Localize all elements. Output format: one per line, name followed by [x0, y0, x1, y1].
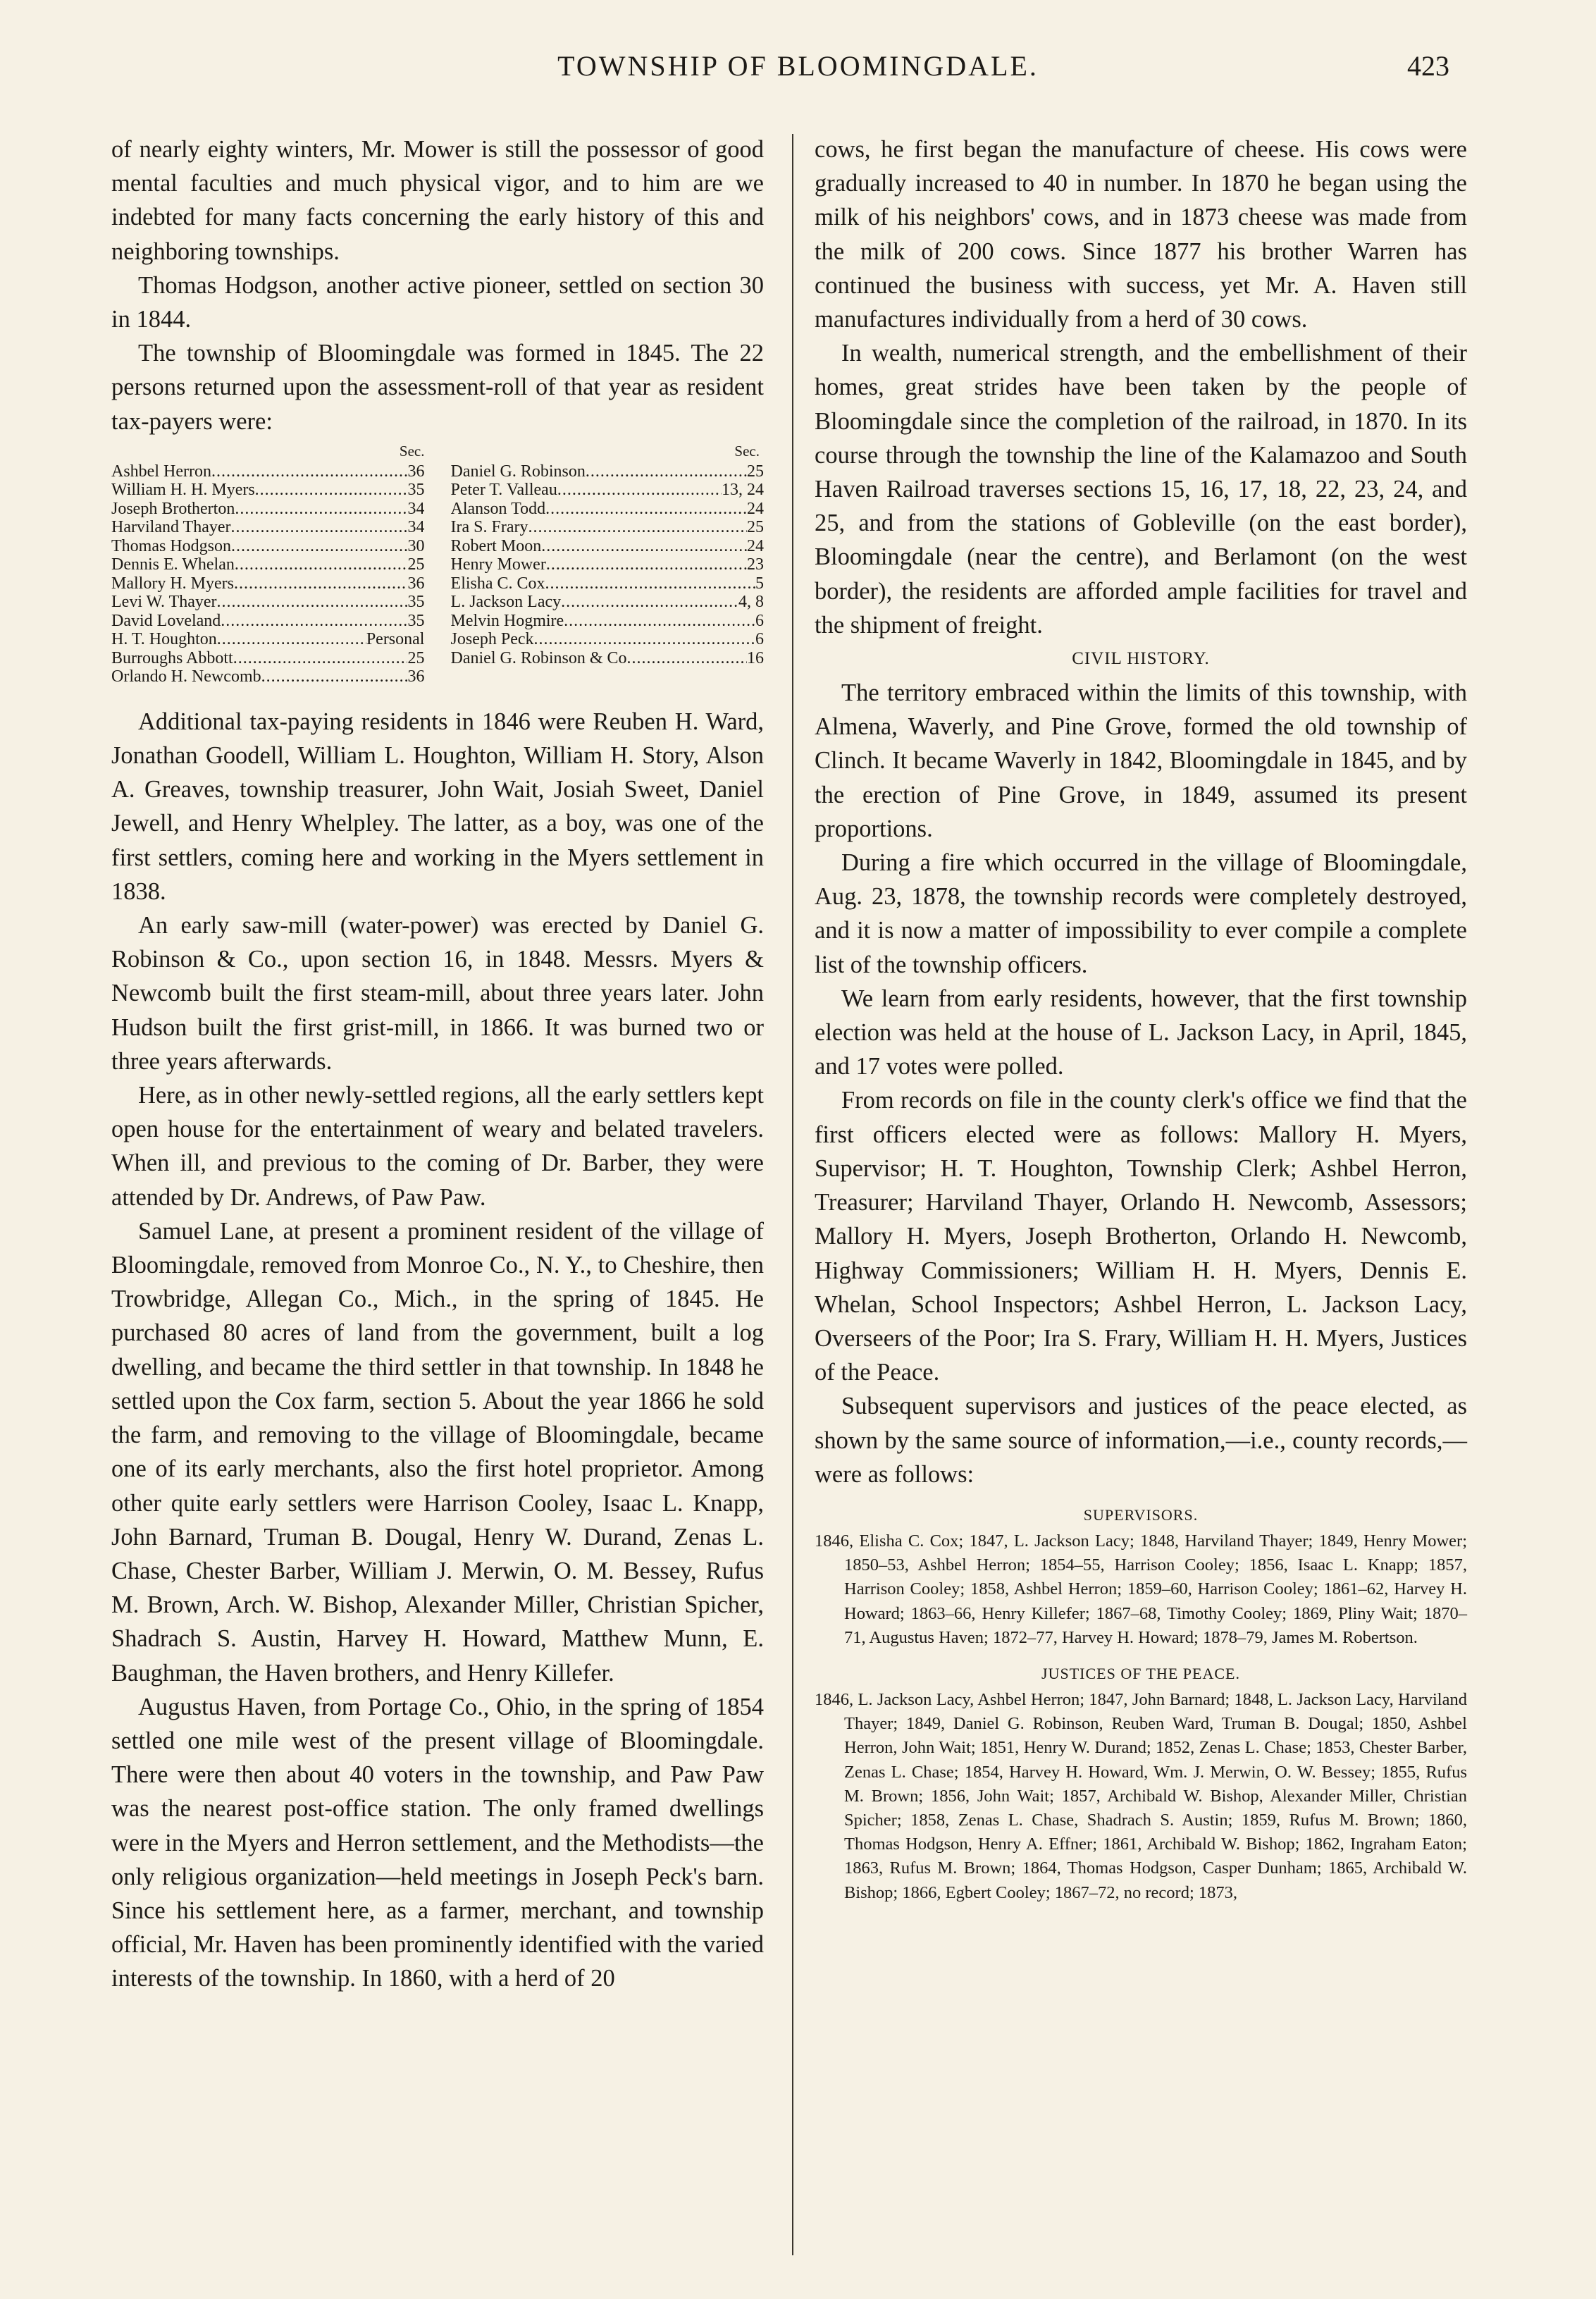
- paragraph: Thomas Hodgson, another active pioneer, settled on section 30 in 1844.: [111, 271, 764, 333]
- tax-name: Peter T. Valleau: [450, 481, 557, 500]
- tax-section: 30: [407, 536, 425, 555]
- tax-row: [451, 462, 764, 481]
- tax-list-right: [451, 462, 764, 686]
- tax-row: [111, 612, 424, 631]
- leader-dots: [627, 649, 747, 668]
- tax-payers-table: [111, 462, 764, 686]
- tax-section: 5: [755, 574, 764, 593]
- justices-list: 1846, L. Jackson Lacy, Ashbel Herron; 1847, John Barnard; 1848, L. Jackson Lacy, Harviland Thayer; 1849, Daniel G. Robinson, Reuben Ward, Truman B. Dougal; 1850, Ashbel Herron, John Wait; 1851, Henry W. Durand; 1852, Zenas L. Chase; 1853, Chester Barber, Zenas L. Chase; 1854, Harvey H. Howard, Wm. J. Merwin, O. W. Bessey; 1855, Rufus M. Brown; 1856, John Wait; 1857, Archibald W. Bishop, Alexander Miller, Christian Spicher; 1858, Zenas L. Chase, Shadrach S. Austin; 1859, Rufus M. Brown; 1860, Thomas Hodgson, Henry A. Effner; 1861, Archibald W. Bishop; 1862, Ingraham Eaton; 1863, Rufus M. Brown; 1864, Thomas Hodgson, Casper Dunham; 1865, Archibald W. Bishop; 1866, Egbert Cooley; 1867–72, no record; 1873,: [815, 1689, 1467, 1902]
- tax-name: Joseph Peck: [450, 630, 534, 649]
- tax-section: 24: [747, 536, 764, 555]
- running-title: TOWNSHIP OF BLOOMINGDALE.: [557, 50, 1039, 82]
- tax-section: 25: [747, 462, 764, 481]
- sec-column-label: Sec.: [734, 442, 760, 460]
- tax-row: [451, 518, 764, 537]
- tax-row: [451, 481, 764, 500]
- tax-name: Joseph Brotherton: [111, 499, 235, 518]
- leader-dots: [534, 630, 755, 649]
- tax-row: [451, 649, 764, 668]
- leader-dots: [541, 537, 747, 556]
- tax-name: H. T. Houghton: [111, 630, 217, 649]
- tax-name: Henry Mower: [450, 555, 546, 574]
- tax-section: 4, 8: [738, 593, 764, 612]
- tax-row: [111, 574, 424, 593]
- tax-name: Daniel G. Robinson: [450, 462, 586, 481]
- paragraph: Here, as in other newly-settled regions, all the early settlers kept open house for the entertainment of weary and belated travelers. When ill, and previous to the coming of Dr. Barber, they were attended by Dr. Andrews, of Paw Paw.: [111, 1082, 764, 1211]
- tax-row: [111, 481, 424, 500]
- tax-name: Ashbel Herron: [111, 462, 211, 481]
- tax-row: [451, 574, 764, 593]
- leader-dots: [221, 612, 407, 631]
- tax-name: Mallory H. Myers: [111, 574, 234, 593]
- tax-name: L. Jackson Lacy: [450, 593, 562, 612]
- paragraph: Augustus Haven, from Portage Co., Ohio, in the spring of 1854 settled one mile west of the present village of Bloomingdale. There were then about 40 voters in the township, and Paw Paw was the nearest post-office station. The only framed dwellings were in the Myers and Herron settlement, and the Methodists—the only religious organization—held meetings in Joseph Peck's barn. Since his settlement here, as a farmer, merchant, and township official, Mr. Haven has been prominently identified with the varied interests of the township. In 1860, with a herd of 20: [111, 1693, 764, 1992]
- tax-row: [111, 500, 424, 519]
- tax-section: 34: [407, 499, 425, 518]
- tax-table-header: [111, 443, 764, 460]
- paragraph: cows, he first began the manufacture of cheese. His cows were gradually increased to 40 in number. In 1870 he began using the milk of his neighbors' cows, and in 1873 cheese was made from the milk of 200 cows. Since 1877 his brother Warren has continued the business with success, yet Mr. A. Haven still manufactures individually from a herd of 30 cows.: [815, 136, 1467, 333]
- tax-section: 23: [747, 555, 764, 574]
- tax-section: 6: [755, 630, 764, 649]
- tax-section: 13, 24: [722, 481, 764, 500]
- tax-name: Elisha C. Cox: [450, 574, 545, 593]
- leader-dots: [255, 481, 408, 500]
- tax-section: 25: [407, 555, 425, 574]
- tax-section: 36: [407, 574, 425, 593]
- section-heading: CIVIL HISTORY.: [1072, 649, 1210, 669]
- leader-dots: [211, 462, 408, 481]
- tax-section: 36: [407, 462, 425, 481]
- leader-dots: [528, 518, 748, 537]
- paragraph: An early saw-mill (water-power) was erected by Daniel G. Robinson & Co., upon section 16, in 1848. Messrs. Myers & Newcomb built the first steam-mill, about three years later. John Hudson built the first grist-mill, in 1866. It was burned two or three years afterwards.: [111, 912, 764, 1075]
- paragraph: From records on file in the county clerk's office we find that the first officers elected were as follows: Mallory H. Myers, Supervisor; H. T. Houghton, Township Clerk; Ashbel Herron, Treasurer; Harviland Thayer, Orlando H. Newcomb, Assessors; Mallory H. Myers, Joseph Brotherton, Orlando H. Newcomb, Highway Commissioners; William H. H. Myers, Dennis E. Whelan, School Inspectors; Ashbel Herron, L. Jackson Lacy, Overseers of the Poor; Ira S. Frary, William H. H. Myers, Justices of the Peace.: [815, 1087, 1467, 1386]
- tax-row: [451, 630, 764, 649]
- left-column: [111, 132, 764, 1996]
- leader-dots: [586, 462, 747, 481]
- tax-name: William H. H. Myers: [111, 481, 255, 500]
- leader-dots: [231, 518, 408, 537]
- justices-heading: JUSTICES OF THE PEACE.: [1041, 1664, 1240, 1682]
- page-number: 423: [1407, 50, 1449, 82]
- leader-dots: [561, 593, 738, 612]
- leader-dots: [234, 574, 407, 593]
- tax-section: 35: [407, 593, 425, 612]
- paragraph: Samuel Lane, at present a prominent resident of the village of Bloomingdale, removed from Monroe Co., N. Y., to Cheshire, then Trowbridge, Allegan Co., Mich., in the spring of 1845. He purchased 80 acres of land from the government, built a log dwelling, and became the third settler in that township. In 1848 he settled upon the Cox farm, section 5. About the year 1866 he sold the farm, and removing to the village of Bloomingdale, became one of its early merchants, also the first hotel proprietor. Among other quite early settlers were Harrison Cooley, Isaac L. Knapp, John Barnard, Truman B. Dougal, Henry W. Durand, Zenas L. Chase, Chester Barber, William J. Merwin, O. M. Bessey, Rufus M. Brown, Arch. W. Bishop, Alexander Miller, Christian Spicher, Shadrach S. Austin, Harvey H. Howard, Matthew Munn, E. Baughman, the Haven brothers, and Henry Killefer.: [111, 1217, 764, 1687]
- tax-section: Personal: [366, 630, 425, 649]
- tax-row: [111, 649, 424, 668]
- page-header: [0, 49, 1596, 92]
- leader-dots: [261, 667, 408, 686]
- column-divider: [792, 134, 793, 2255]
- tax-name: David Loveland: [111, 611, 221, 630]
- paragraph: During a fire which occurred in the village of Bloomingdale, Aug. 23, 1878, the township records were completely destroyed, and it is now a matter of impossibility to ever compile a complete list of the township officers.: [815, 849, 1467, 978]
- tax-row: [451, 500, 764, 519]
- leader-dots: [546, 555, 747, 574]
- leader-dots: [564, 612, 755, 631]
- leader-dots: [217, 593, 408, 612]
- leader-dots: [235, 500, 407, 519]
- tax-name: Harviland Thayer: [111, 518, 231, 537]
- tax-section: 16: [747, 648, 764, 667]
- tax-row: [451, 612, 764, 631]
- leader-dots: [545, 574, 755, 593]
- tax-row: [451, 593, 764, 612]
- sec-column-label: Sec.: [399, 442, 425, 460]
- tax-row: [451, 555, 764, 574]
- right-column: [815, 132, 1467, 1905]
- tax-list-left: [111, 462, 424, 686]
- tax-name: Dennis E. Whelan: [111, 555, 235, 574]
- tax-section: 35: [407, 481, 425, 500]
- tax-row: [111, 630, 424, 649]
- paragraph: Subsequent supervisors and justices of the peace elected, as shown by the same source of information,—i.e., county records,—were as follows:: [815, 1393, 1467, 1488]
- leader-dots: [233, 649, 408, 668]
- tax-row: [111, 537, 424, 556]
- tax-name: Thomas Hodgson: [111, 536, 231, 555]
- tax-row: [111, 593, 424, 612]
- tax-section: 24: [747, 499, 764, 518]
- tax-name: Orlando H. Newcomb: [111, 667, 261, 686]
- tax-row: [451, 537, 764, 556]
- leader-dots: [545, 500, 747, 519]
- tax-row: [111, 518, 424, 537]
- tax-name: Levi W. Thayer: [111, 593, 217, 612]
- tax-name: Ira S. Frary: [450, 518, 528, 537]
- tax-name: Alanson Todd: [450, 499, 546, 518]
- tax-section: 35: [407, 611, 425, 630]
- tax-row: [111, 555, 424, 574]
- tax-name: Daniel G. Robinson & Co: [450, 648, 627, 667]
- tax-section: 6: [755, 611, 764, 630]
- paragraph: We learn from early residents, however, that the first township election was held at the house of L. Jackson Lacy, in April, 1845, and 17 votes were polled.: [815, 985, 1467, 1080]
- leader-dots: [557, 481, 722, 500]
- tax-section: 25: [407, 648, 425, 667]
- paragraph: Additional tax-paying residents in 1846 were Reuben H. Ward, Jonathan Goodell, William L. Houghton, William H. Story, Alson A. Greaves, township treasurer, John Wait, Josiah Sweet, Daniel Jewell, and Henry Whelpley. The latter, as a boy, was one of the first settlers, coming here and working in the Myers settlement in 1838.: [111, 708, 764, 905]
- tax-name: Robert Moon: [450, 536, 542, 555]
- paragraph: The territory embraced within the limits of this township, with Almena, Waverly, and Pine Grove, formed the old township of Clinch. It became Waverly in 1842, Bloomingdale in 1845, and by the erection of Pine Grove, in 1849, assumed its present proportions.: [815, 679, 1467, 842]
- tax-row: [111, 667, 424, 686]
- tax-name: Burroughs Abbott: [111, 648, 233, 667]
- leader-dots: [231, 537, 407, 556]
- supervisors-list: 1846, Elisha C. Cox; 1847, L. Jackson Lacy; 1848, Harviland Thayer; 1849, Henry Mower; 1850–53, Ashbel Herron; 1854–55, Harrison Cooley; 1856, Isaac L. Knapp; 1857, Harrison Cooley; 1858, Ashbel Herron; 1859–60, Harrison Cooley; 1861–62, Harvey H. Howard; 1863–66, Henry Killefer; 1867–68, Timothy Cooley; 1869, Pliny Wait; 1870–71, Augustus Haven; 1872–77, Harvey H. Howard; 1878–79, James M. Robertson.: [815, 1531, 1467, 1647]
- leader-dots: [217, 630, 366, 649]
- tax-name: Melvin Hogmire: [450, 611, 564, 630]
- tax-section: 36: [407, 667, 425, 686]
- paragraph: In wealth, numerical strength, and the embellishment of their homes, great strides have been taken by the people of Bloomingdale since the completion of the railroad, in 1870. In its course through the township the line of the Kalamazoo and South Haven Railroad traverses sections 15, 16, 17, 18, 22, 23, 24, and 25, and from the stations of Gobleville (on the east border), Bloomingdale (near the centre), and Berlamont (on the west border), the residents are afforded ample facilities for travel and the shipment of freight.: [815, 340, 1467, 639]
- tax-row: [111, 462, 424, 481]
- tax-section: 34: [407, 518, 425, 537]
- paragraph: of nearly eighty winters, Mr. Mower is still the possessor of good mental faculties and much physical vigor, and to him are we indebted for many facts concerning the early history of this and neighboring townships.: [111, 136, 764, 265]
- tax-section: 25: [747, 518, 764, 537]
- leader-dots: [235, 555, 408, 574]
- supervisors-heading: SUPERVISORS.: [1083, 1505, 1199, 1524]
- paragraph: The township of Bloomingdale was formed in 1845. The 22 persons returned upon the assessment-roll of that year as resident tax-payers were:: [111, 340, 764, 435]
